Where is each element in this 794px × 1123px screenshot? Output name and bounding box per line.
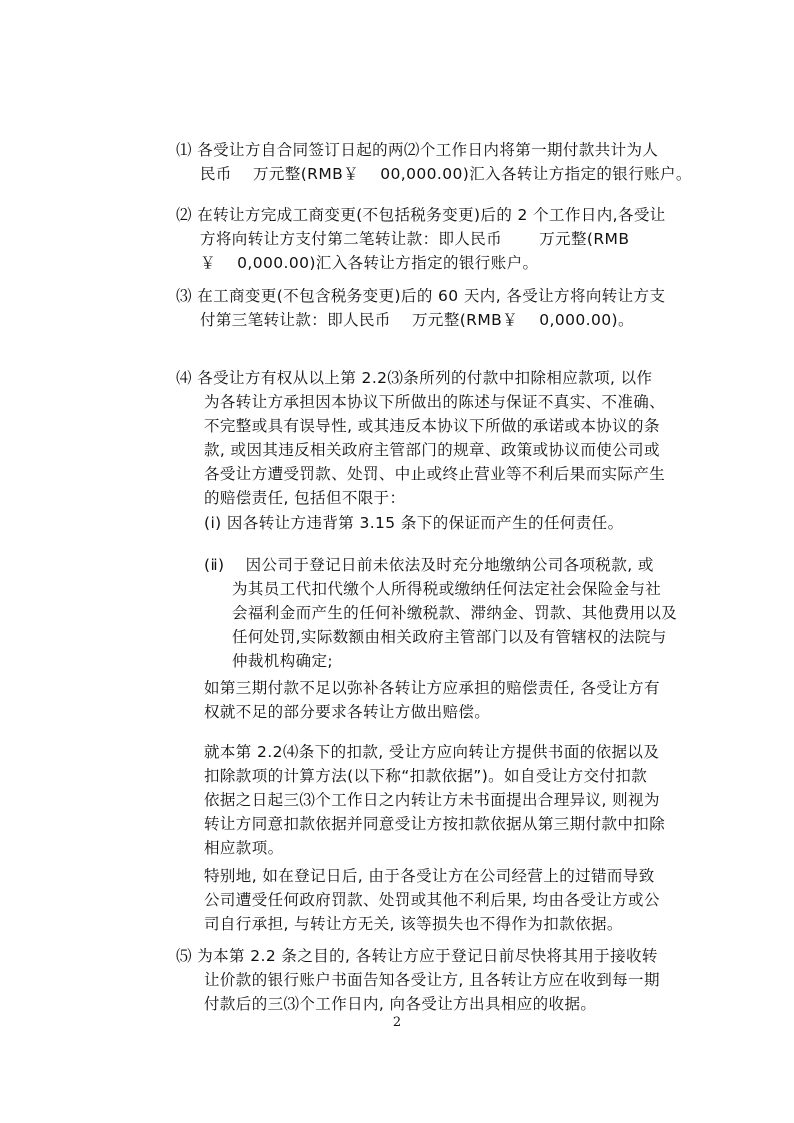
text-line: 款, 或因其违反相关政府主管部门的规章、政策或协议而使公司或	[204, 441, 660, 459]
text-line: 任何处罚,实际数额由相关政府主管部门以及有管辖权的法院与	[232, 628, 667, 646]
text-line: 的赔偿责任, 包括但不限于：	[204, 489, 406, 507]
text-line: ⑵ 在转让方完成工商变更(不包括税务变更)后的 2 个工作日内,各受让	[176, 206, 666, 224]
text-line: (ⅰ) 因各转让方违背第 3.15 条下的保证而产生的任何责任。	[204, 514, 624, 532]
clause-5	[176, 944, 696, 1016]
text-line: 仲裁机构确定;	[232, 652, 334, 670]
text-line: 民币 万元整(RMB￥ 00,000.00)汇入各转让方指定的银行账户。	[200, 165, 692, 183]
text-line: 权就不足的部分要求各转让方做出赔偿。	[204, 703, 491, 721]
clause-4-paragraph-deduction-basis	[204, 740, 694, 860]
clause-2	[176, 203, 696, 275]
text-line: 转让方同意扣款依据并同意受让方按扣款依据从第三期付款中扣除	[204, 815, 666, 833]
text-line: 为各转让方承担因本协议下所做出的陈述与保证不真实、不准确、	[204, 393, 666, 411]
clause-4-item-i	[204, 511, 694, 535]
text-line: ⑶ 在工商变更(不包含税务变更)后的 60 天内, 各受让方将向转让方支	[176, 287, 666, 305]
text-line: ￥ 0,000.00)汇入各转让方指定的银行账户。	[200, 254, 539, 272]
clause-4	[176, 366, 696, 510]
text-line: 特别地, 如在登记日后, 由于各受让方在公司经营上的过错而导致	[204, 867, 655, 885]
text-line: 付第三笔转让款：即人民币 万元整(RMB￥ 0,000.00)。	[200, 311, 634, 329]
text-line: ⑸ 为本第 2.2 条之目的, 各转让方应于登记日前尽快将其用于接收转	[176, 947, 658, 965]
clause-4-item-ii	[204, 553, 694, 673]
text-line: 相应款项。	[204, 839, 284, 857]
text-line: 公司遭受任何政府罚款、处罚或其他不利后果, 均由各受让方或公	[204, 891, 660, 909]
text-line: 方将向转让方支付第二笔转让款：即人民币 万元整(RMB	[200, 230, 630, 248]
text-line: 让价款的银行账户书面告知各受让方, 且各转让方应在收到每一期	[204, 971, 660, 989]
text-line: ⑴ 各受让方自合同签订日起的两⑵个工作日内将第一期付款共计为人	[176, 141, 659, 159]
text-line: 司自行承担, 与转让方无关, 该等损失也不得作为扣款依据。	[204, 915, 623, 933]
page-number: 2	[392, 1015, 402, 1030]
clause-4-paragraph-special	[204, 864, 694, 936]
text-line: ⑷ 各受让方有权从以上第 2.2⑶条所列的付款中扣除相应款项, 以作	[176, 369, 653, 387]
text-line: 扣除款项的计算方法(以下称“扣款依据”)。如自受让方交付扣款	[204, 767, 648, 785]
text-line: 不完整或具有误导性, 或其违反本协议下所做的承诺或本协议的条	[204, 417, 660, 435]
text-line: 会福利金而产生的任何补缴税款、滞纳金、罚款、其他费用以及	[232, 604, 678, 622]
text-line: 付款后的三⑶个工作日内, 向各受让方出具相应的收据。	[204, 995, 597, 1013]
text-line: 为其员工代扣代缴个人所得税或缴纳任何法定社会保险金与社	[232, 580, 662, 598]
text-line: 就本第 2.2⑷条下的扣款, 受让方应向转让方提供书面的依据以及	[204, 743, 660, 761]
text-line: (ⅱ) 因公司于登记日前未依法及时充分地缴纳公司各项税款, 或	[204, 556, 654, 574]
text-line: 各受让方遭受罚款、处罚、中止或终止营业等不利后果而实际产生	[204, 465, 666, 483]
text-line: 如第三期付款不足以弥补各转让方应承担的赔偿责任, 各受让方有	[204, 679, 660, 697]
clause-4-paragraph-compensation	[204, 676, 694, 724]
clause-3	[176, 284, 696, 332]
clause-1	[176, 138, 696, 186]
text-line: 依据之日起三⑶个工作日之内转让方未书面提出合理异议, 则视为	[204, 791, 660, 809]
